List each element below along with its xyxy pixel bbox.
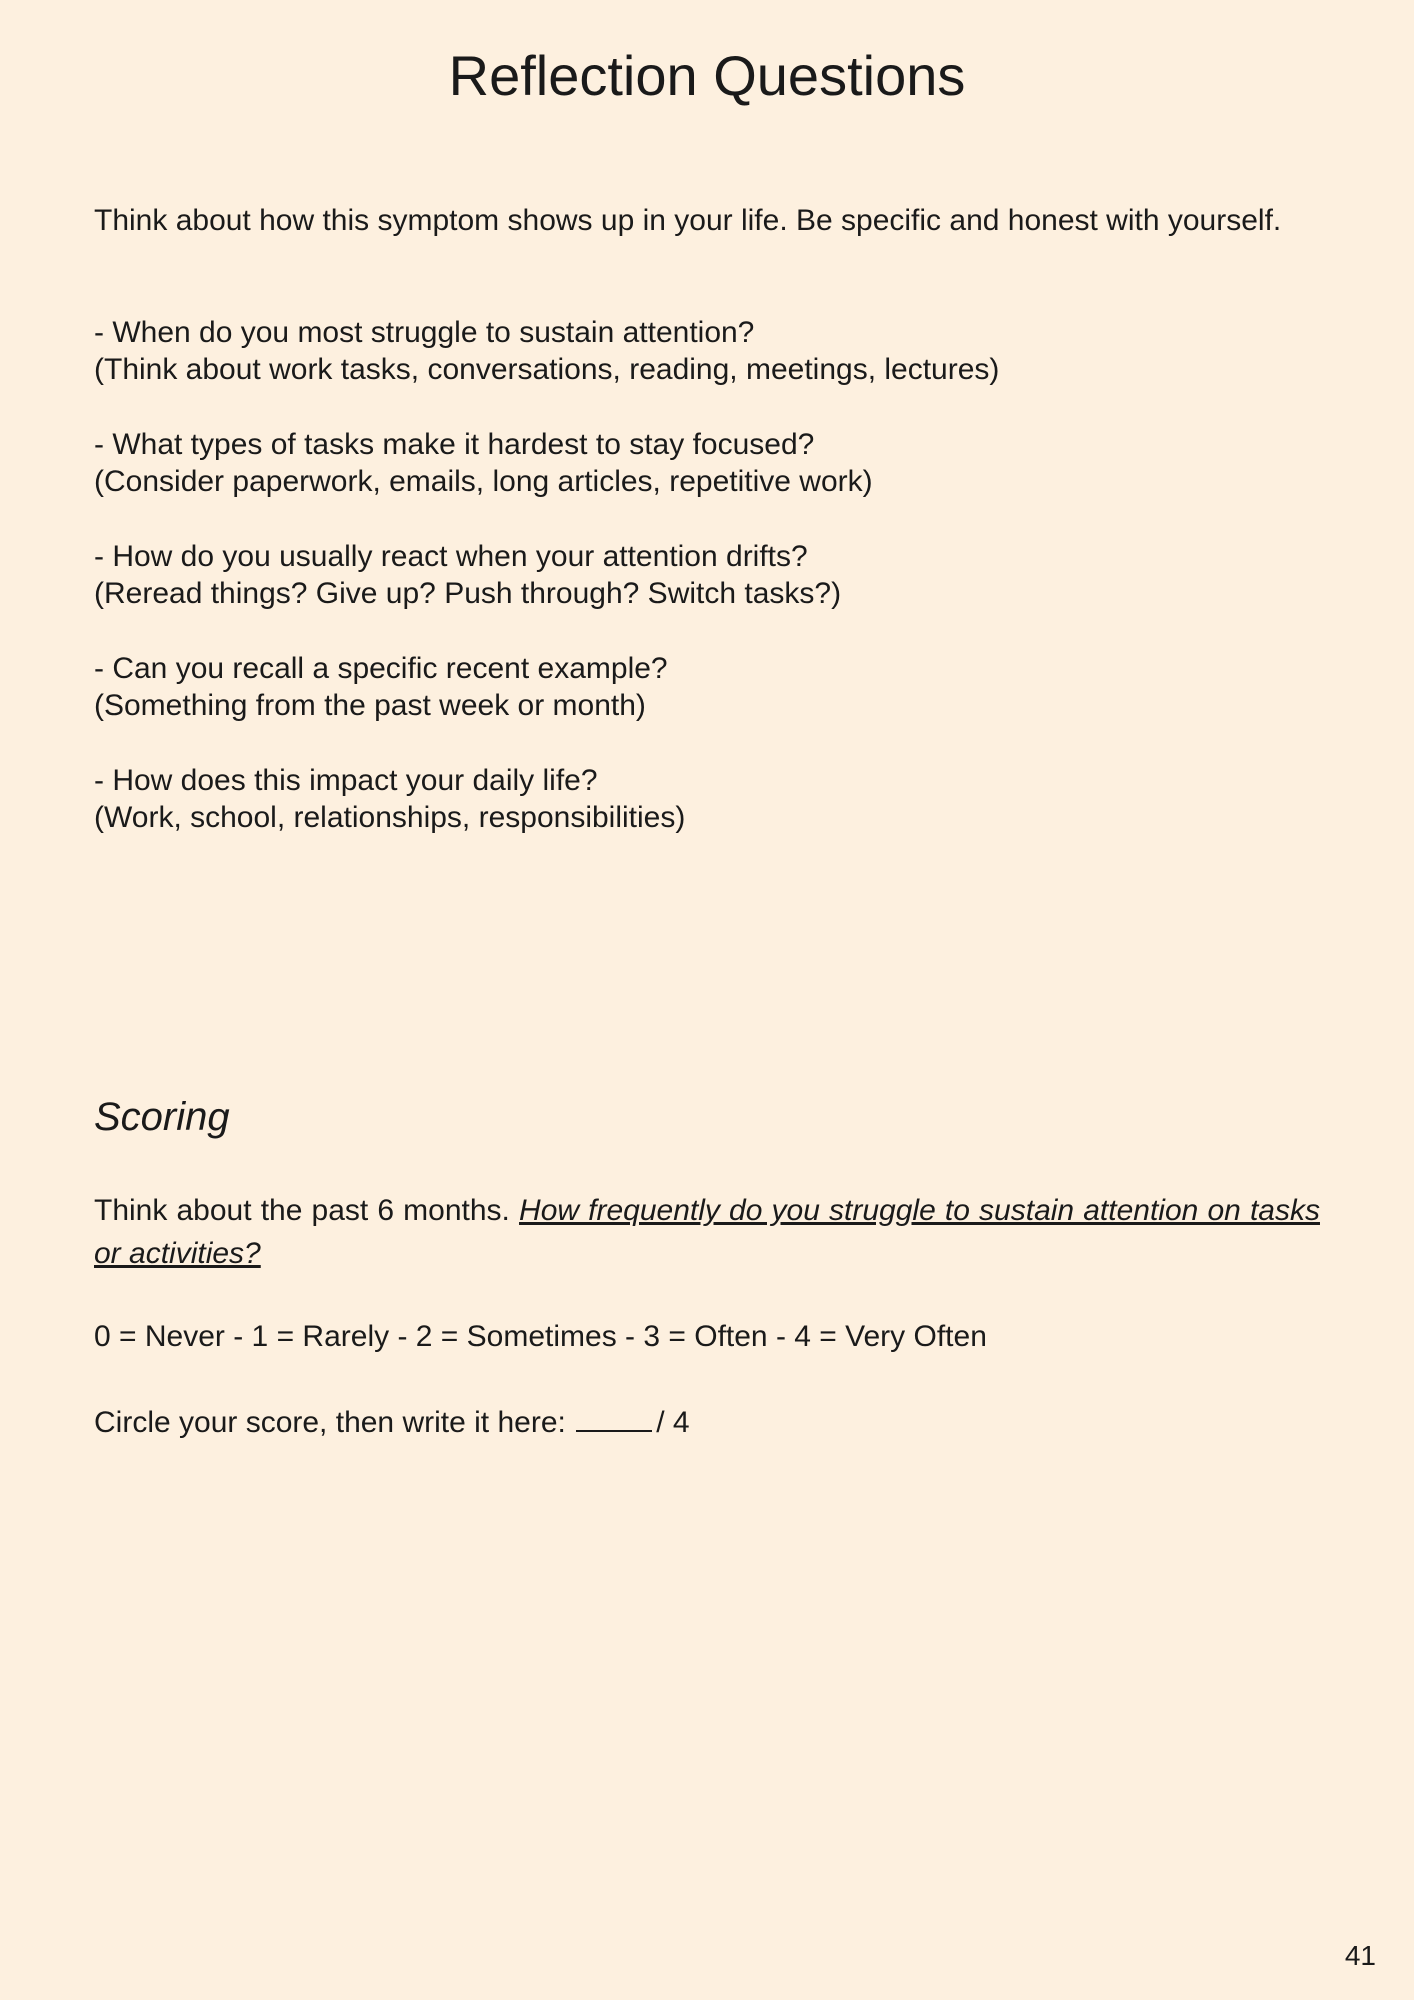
intro-paragraph: Think about how this symptom shows up in your life. Be specific and honest with yourself. [94,204,1282,237]
scoring-prompt-lead: Think about the past 6 months. [94,1194,510,1227]
question-hint: (Something from the past week or month) [94,689,646,722]
reflection-question-5 [94,762,1320,836]
reflection-question-1 [94,314,1320,388]
score-entry-label: Circle your score, then write it here: [94,1406,566,1439]
reflection-question-3 [94,538,1320,612]
scoring-heading: Scoring [94,1095,230,1139]
page-number: 41 [1344,1940,1376,1971]
question-text: - How does this impact your daily life? [94,764,598,797]
question-text: - How do you usually react when your attention drifts? [94,540,808,573]
scoring-prompt-question: How frequently do you struggle to sustain attention on tasks or activities? [94,1194,1320,1270]
reflection-question-2 [94,426,1320,500]
question-hint: (Consider paperwork, emails, long articles, repetitive work) [94,465,873,498]
reflection-question-4 [94,650,1320,724]
question-text: - When do you most struggle to sustain attention? [94,316,755,349]
question-text: - Can you recall a specific recent example? [94,652,668,685]
question-hint: (Think about work tasks, conversations, reading, meetings, lectures) [94,353,1000,386]
question-hint: (Work, school, relationships, responsibilities) [94,801,686,834]
scoring-prompt [94,1189,1320,1275]
score-entry-line [94,1404,690,1441]
rating-scale: 0 = Never - 1 = Rarely - 2 = Sometimes - 3 = Often - 4 = Very Often [94,1320,987,1353]
page-title: Reflection Questions [448,44,966,107]
score-blank[interactable] [576,1404,652,1432]
question-text: - What types of tasks make it hardest to stay focused? [94,428,815,461]
question-hint: (Reread things? Give up? Push through? Switch tasks?) [94,577,842,610]
score-max: / 4 [656,1406,690,1439]
